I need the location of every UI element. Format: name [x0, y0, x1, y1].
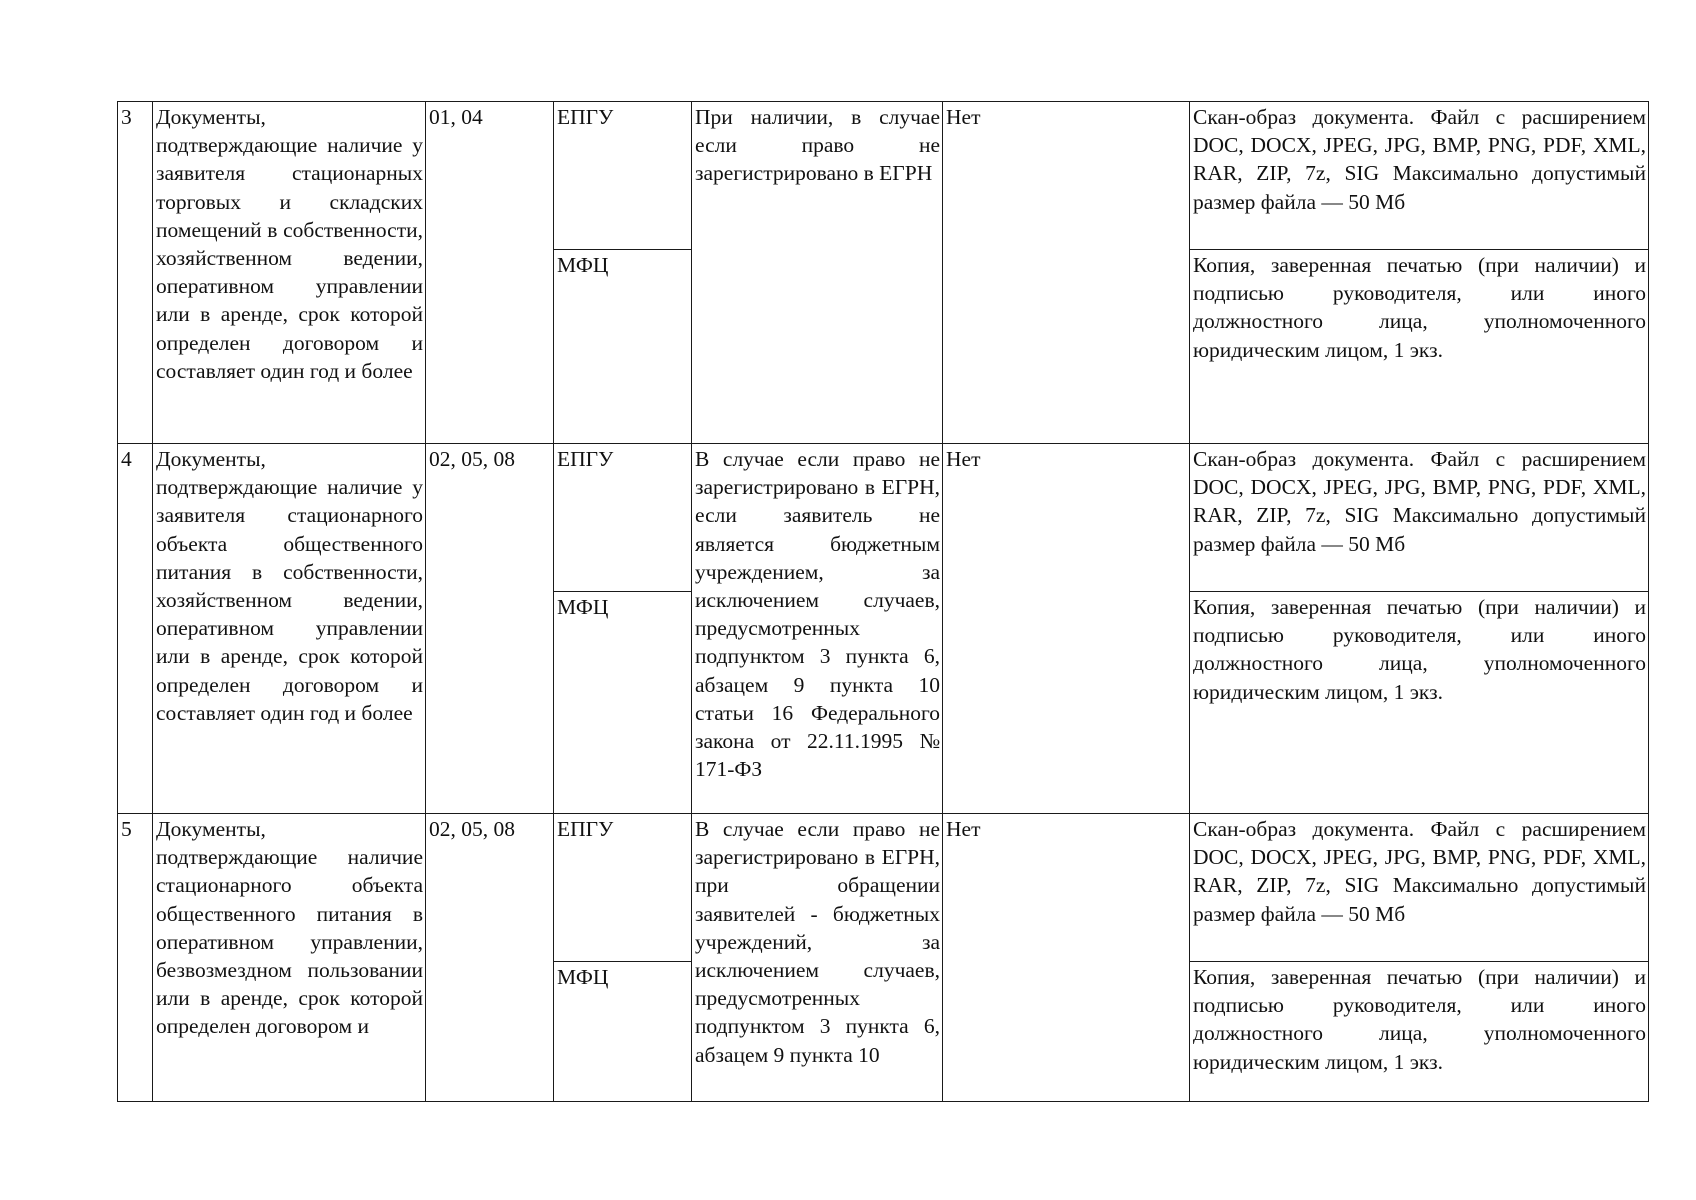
document-description: Документы, подтверждающие наличие у заявителя стационарного объекта общественного питания в собственности, хозяйственном ведении, оперативном управлении или в аренде, срок которой определен договором и составляет один год и более: [153, 444, 426, 814]
mfc-requirements: Копия, заверенная печатью (при наличии) и подписью руководителя, или иного должностного лица, уполномоченного юридическим лицом, 1 экз.: [1190, 250, 1649, 444]
channel-epgu: ЕПГУ: [554, 444, 692, 592]
applicant-codes: 02, 05, 08: [426, 444, 554, 814]
table-row: [118, 814, 1649, 962]
applicant-codes: 01, 04: [426, 102, 554, 444]
documents-table: [117, 101, 1649, 1102]
document-description: Документы, подтверждающие наличие у заявителя стационарных торговых и складских помещений в собственности, хозяйственном ведении, оперативном управлении или в аренде, срок которой определен договором и составляет один год и более: [153, 102, 426, 444]
epgu-requirements: Скан-образ документа. Файл с расширением DOC, DOCX, JPEG, JPG, BMP, PNG, PDF, XML, RAR, ZIP, 7z, SIG Максимально допустимый размер файла — 50 Мб: [1190, 444, 1649, 592]
epgu-requirements: Скан-образ документа. Файл с расширением DOC, DOCX, JPEG, JPG, BMP, PNG, PDF, XML, RAR, ZIP, 7z, SIG Максимально допустимый размер файла — 50 Мб: [1190, 814, 1649, 962]
document-description: Документы, подтверждающие наличие стационарного объекта общественного питания в оперативном управлении, безвозмездном пользовании или в аренде, срок которой определен договором и: [153, 814, 426, 1102]
row-number: 3: [118, 102, 153, 444]
submission-condition: В случае если право не зарегистрировано в ЕГРН, при обращении заявителей - бюджетных учреждений, за исключением случаев, предусмотренных подпунктом 3 пункта 6, абзацем 9 пункта 10: [692, 814, 943, 1102]
channel-epgu: ЕПГУ: [554, 814, 692, 962]
row-number: 5: [118, 814, 153, 1102]
table-row: [118, 444, 1649, 592]
mfc-requirements: Копия, заверенная печатью (при наличии) и подписью руководителя, или иного должностного лица, уполномоченного юридическим лицом, 1 экз.: [1190, 962, 1649, 1102]
requirement-flag: Нет: [943, 102, 1190, 444]
channel-mfc: МФЦ: [554, 962, 692, 1102]
submission-condition: В случае если право не зарегистрировано в ЕГРН, если заявитель не является бюджетным учреждением, за исключением случаев, предусмотренных подпунктом 3 пункта 6, абзацем 9 пункта 10 статьи 16 Федерального закона от 22.11.1995 № 171-ФЗ: [692, 444, 943, 814]
requirement-flag: Нет: [943, 444, 1190, 814]
channel-mfc: МФЦ: [554, 592, 692, 814]
table-row: [118, 102, 1649, 250]
channel-mfc: МФЦ: [554, 250, 692, 444]
channel-epgu: ЕПГУ: [554, 102, 692, 250]
applicant-codes: 02, 05, 08: [426, 814, 554, 1102]
row-number: 4: [118, 444, 153, 814]
requirement-flag: Нет: [943, 814, 1190, 1102]
submission-condition: При наличии, в случае если право не зарегистрировано в ЕГРН: [692, 102, 943, 444]
mfc-requirements: Копия, заверенная печатью (при наличии) и подписью руководителя, или иного должностного лица, уполномоченного юридическим лицом, 1 экз.: [1190, 592, 1649, 814]
epgu-requirements: Скан-образ документа. Файл с расширением DOC, DOCX, JPEG, JPG, BMP, PNG, PDF, XML, RAR, ZIP, 7z, SIG Максимально допустимый размер файла — 50 Мб: [1190, 102, 1649, 250]
